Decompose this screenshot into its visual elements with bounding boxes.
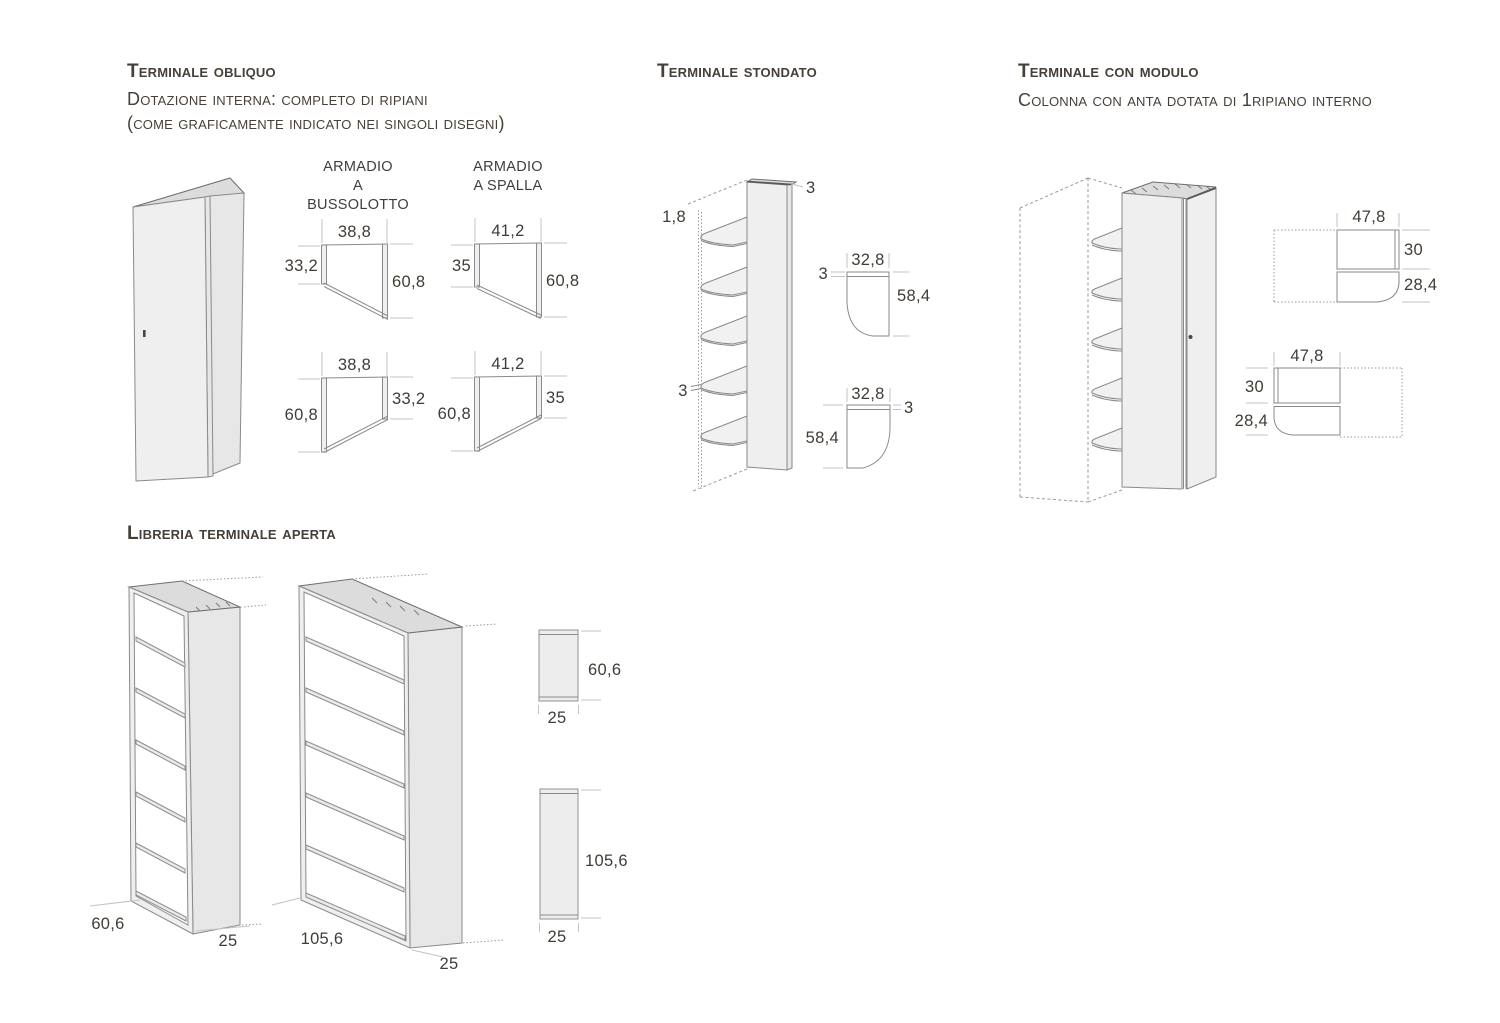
obliquo-plan-bussolotto-bottom [285,352,426,453]
dim-right: 60,8 [392,273,426,291]
dim-width: 25 [547,928,567,946]
label-armadio-line2: A BUSSOLOTTO [307,178,409,213]
obliquo-plan-bussolotto-top [285,219,426,320]
dim-width: 47,8 [1352,208,1386,226]
dim-left: 35 [452,257,471,275]
dim-top: 38,8 [337,223,372,241]
dim-left: 60,8 [284,406,318,424]
dim-width: 32,8 [851,385,885,403]
dim-depth: 60,6 [91,915,125,933]
dim-thickness: 3 [904,399,914,417]
door-handle [1189,335,1193,339]
stondato-unit-drawing [662,179,815,491]
dim-width: 47,8 [1290,347,1324,365]
dim-depth: 58,4 [897,287,931,305]
modulo-plan-bottom [1235,347,1402,437]
libreria-panel1-plan [539,630,622,727]
modulo-unit-drawing [1020,178,1216,502]
stondato-shelf-plan-top [819,251,931,336]
subtitle-dotazione-2: (come graficamente indicato nei singoli disegni) [127,113,505,133]
dim-width: 32,8 [851,251,885,269]
dim-width: 25 [547,709,567,727]
obliquo-plan-spalla-bottom [438,351,567,452]
dim-left: 33,2 [284,257,318,275]
obliquo-plan-spalla-top [451,218,579,319]
dim-top: 38,8 [337,356,372,374]
dim-height: 105,6 [585,852,628,870]
dim-width: 25 [218,932,238,950]
dim-top: 41,2 [491,355,525,373]
dim-depth2: 28,4 [1404,276,1438,294]
door-handle [143,330,146,337]
label-armadio-line1: ARMADIO [473,159,543,175]
dim-shelf-thickness: 3 [678,382,688,400]
dim-top-thickness: 3 [806,179,816,197]
stondato-shelf-plan-bottom [806,385,914,468]
dim-depth: 58,4 [805,429,839,447]
dim-height: 60,6 [588,661,622,679]
libreria-panel2-plan [540,789,628,946]
dim-depth1: 30 [1404,241,1423,259]
libreria-case2-drawing [272,574,504,973]
title-terminale-con-modulo: Terminale con modulo [1018,61,1199,82]
title-terminale-obliquo: Terminale obliquo [127,61,276,82]
label-armadio-line1: ARMADIO [323,159,393,175]
dim-depth2: 28,4 [1234,412,1268,430]
subtitle-colonna: Colonna con anta dotata di 1ripiano interno [1018,90,1372,110]
dim-left: 60,8 [437,405,471,423]
dim-depth1: 30 [1245,378,1264,396]
title-terminale-stondato: Terminale stondato [657,61,817,82]
dim-right: 60,8 [546,272,580,290]
libreria-case1-drawing [90,577,266,950]
label-armadio-line2: A SPALLA [473,178,543,194]
dim-depth: 105,6 [300,930,344,948]
title-libreria-terminale: Libreria terminale aperta [127,523,336,544]
dim-thickness: 3 [818,265,828,283]
dim-right: 33,2 [392,390,426,408]
dim-back-thickness: 1,8 [662,208,686,226]
obliquo-cabinet-drawing [133,178,244,481]
modulo-plan-top [1274,208,1437,302]
subtitle-dotazione: Dotazione interna: completo di ripiani [127,89,428,109]
dim-right: 35 [546,389,565,407]
dim-width: 25 [439,955,459,973]
dim-top: 41,2 [491,222,525,240]
